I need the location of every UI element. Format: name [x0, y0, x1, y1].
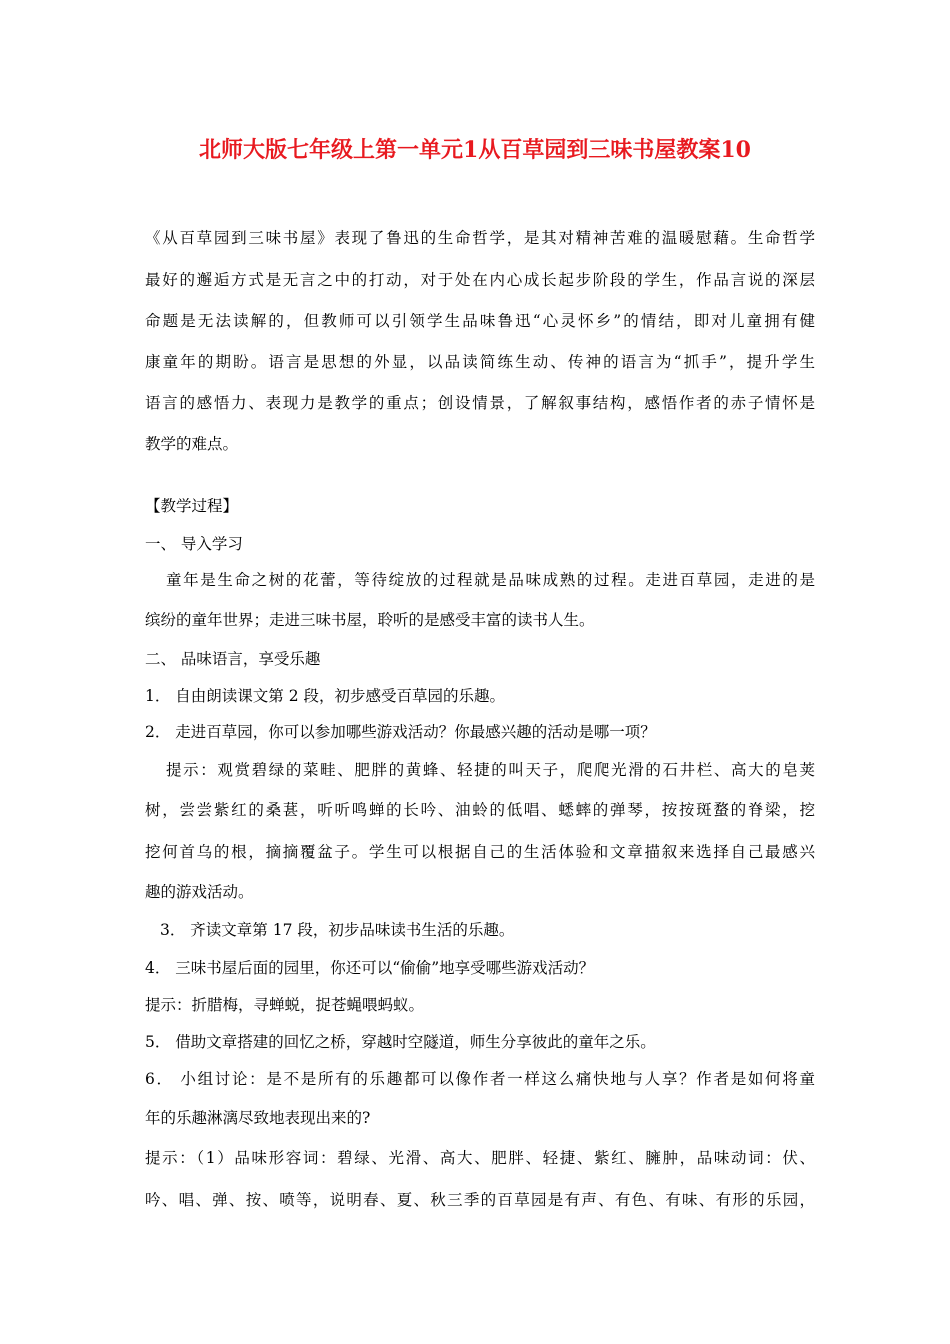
hint-line: 吟、唱、弹、按、喷等，说明春、夏、秋三季的百草园是有声、有色、有味、有形的乐园， — [145, 1191, 815, 1209]
list-item: 5． 借助文章搭建的回忆之桥，穿越时空隧道，师生分享彼此的童年之乐。 — [145, 1033, 656, 1051]
section-heading: 二、 品味语言，享受乐趣 — [145, 650, 321, 668]
list-item: 2． 走进百草园，你可以参加哪些游戏活动？你最感兴趣的活动是哪一项？ — [145, 723, 656, 741]
list-item: 6． 小组讨论：是不是所有的乐趣都可以像作者一样这么痛快地与人享？作者是如何将童 — [145, 1070, 815, 1088]
hint-line: 挖何首乌的根，摘摘覆盆子。学生可以根据自己的生活体验和文章描叙来选择自己最感兴 — [145, 843, 815, 861]
list-item: 4． 三味书屋后面的园里，你还可以“偷偷”地享受哪些游戏活动？ — [145, 959, 595, 977]
intro-line: 《从百草园到三味书屋》表现了鲁迅的生命哲学，是其对精神苦难的温暖慰藉。生命哲学 — [145, 229, 815, 247]
intro-line: 最好的邂逅方式是无言之中的打动，对于处在内心成长起步阶段的学生，作品言说的深层 — [145, 271, 815, 289]
hint-line: 提示：观赏碧绿的菜畦、肥胖的黄蜂、轻捷的叫天子，爬爬光滑的石井栏、高大的皂荚 — [166, 761, 815, 779]
hint-line: 提示：（1）品味形容词：碧绿、光滑、高大、肥胖、轻捷、紫红、臃肿，品味动词：伏、 — [145, 1149, 815, 1167]
document-title: 北师大版七年级上第一单元1从百草园到三味书屋教案10 — [199, 137, 751, 163]
section-heading: 一、 导入学习 — [145, 535, 243, 553]
paragraph-line: 童年是生命之树的花蕾，等待绽放的过程就是品味成熟的过程。走进百草园，走进的是 — [166, 571, 815, 589]
hint-line: 树，尝尝紫红的桑葚，听听鸣蝉的长吟、油蛉的低唱、蟋蟀的弹琴，按按斑蝥的脊梁，挖 — [145, 801, 815, 819]
list-item: 1． 自由朗读课文第 2 段，初步感受百草园的乐趣。 — [145, 687, 506, 705]
intro-line: 语言的感悟力、表现力是教学的重点；创设情景，了解叙事结构，感悟作者的赤子情怀是 — [145, 394, 815, 412]
list-item: 3． 齐读文章第 17 段，初步品味读书生活的乐趣。 — [160, 921, 515, 939]
hint-line: 提示：折腊梅，寻蝉蜕，捉苍蝇喂蚂蚁。 — [145, 996, 425, 1014]
list-item: 年的乐趣淋漓尽致地表现出来的? — [145, 1109, 371, 1127]
intro-line: 命题是无法读解的，但教师可以引领学生品味鲁迅“心灵怀乡”的情结，即对儿童拥有健 — [145, 312, 815, 330]
paragraph-line: 缤纷的童年世界；走进三味书屋，聆听的是感受丰富的读书人生。 — [145, 611, 595, 629]
intro-line: 教学的难点。 — [145, 435, 239, 453]
hint-line: 趣的游戏活动。 — [145, 883, 254, 901]
intro-line: 康童年的期盼。语言是思想的外显，以品读简练生动、传神的语言为“抓手”，提升学生 — [145, 353, 815, 371]
process-heading: 【教学过程】 — [145, 497, 239, 515]
